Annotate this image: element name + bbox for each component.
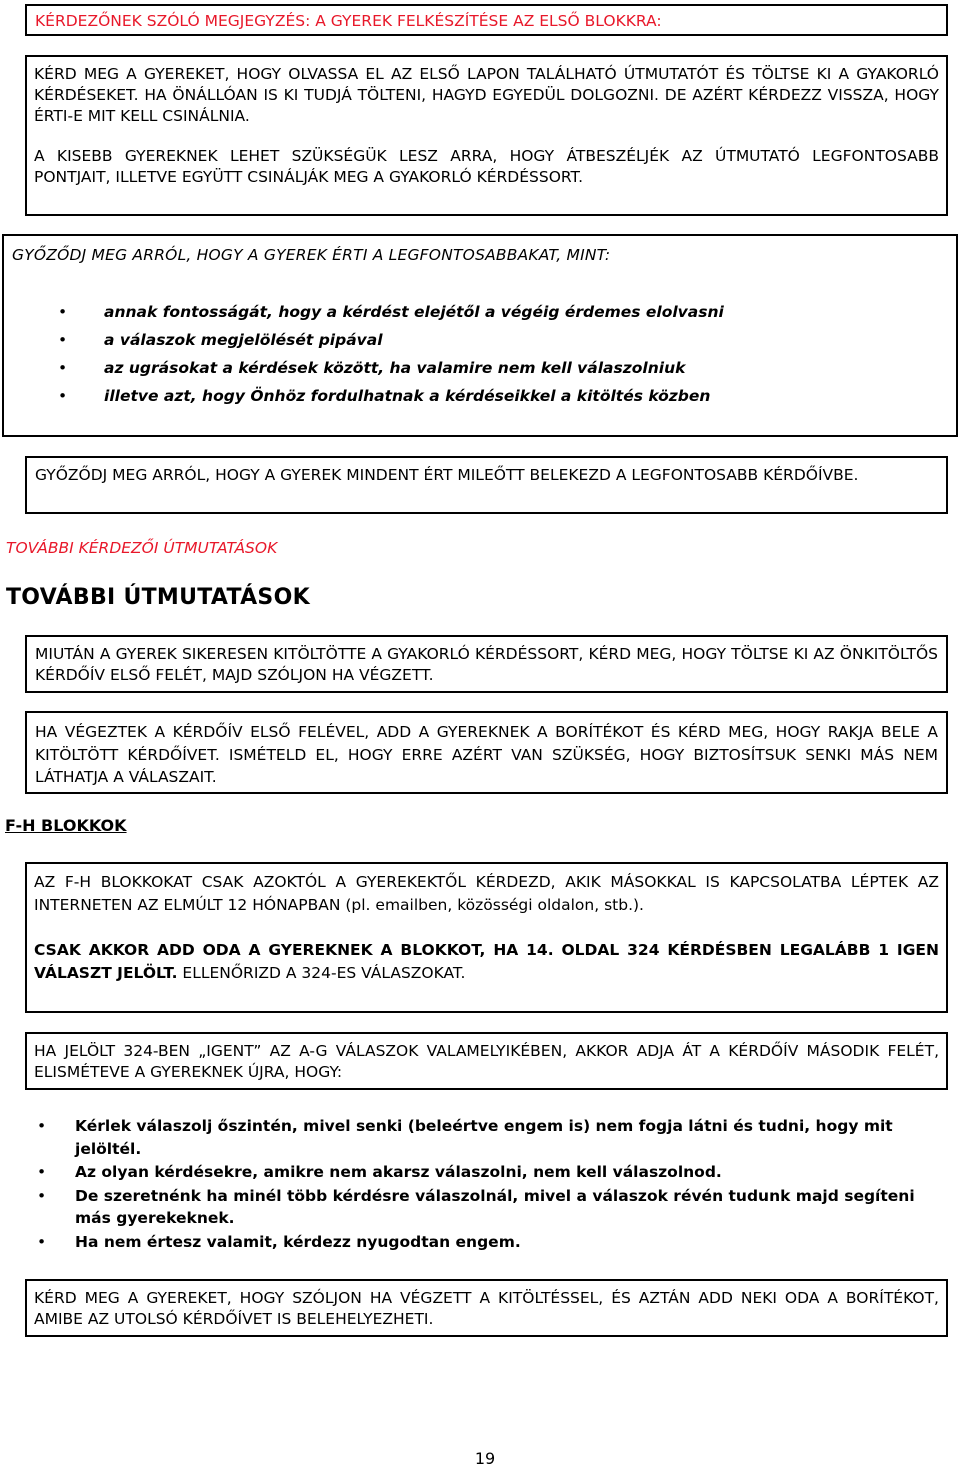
fh-blocks-heading: F-H BLOKKOK xyxy=(5,816,127,835)
intro-paragraph-1: KÉRD MEG A GYEREKET, HOGY OLVASSA EL AZ ELSŐ LAPON TALÁLHATÓ ÚTMUTATÓT ÉS TÖLTSE KI A GYAKORLÓ KÉRDÉSEKET. HA ÖNÁLLÓAN IS KI TUDJÁ TÖLTENI, HAGYD EGYEDÜL DOLGOZNI. DE AZÉRT KÉRDEZZ VISSZA, HOGY ÉRTI-E MIT KELL CSINÁLNIA. xyxy=(34,65,939,125)
fh-paragraph-1: AZ F-H BLOKKOKAT CSAK AZOKTÓL A GYEREKEKTŐL KÉRDEZD, AKIK MÁSOKKAL IS KAPCSOLATBA LÉPTEK AZ INTERNETEN AZ ELMÚLT 12 HÓNAPBAN (pl. emailben, közösségi oldalon, stb.). xyxy=(34,873,939,914)
self-fill-text: MIUTÁN A GYEREK SIKERESEN KITÖLTÖTTE A GYAKORLÓ KÉRDÉSSORT, KÉRD MEG, HOGY TÖLTSE KI AZ ÖNKITÖLTŐS KÉRDŐÍV ELSŐ FELÉT, MAJD SZÓLJON HA VÉGZETT. xyxy=(35,645,938,684)
self-fill-box xyxy=(25,635,948,693)
checklist-item: • annak fontosságát, hogy a kérdést elejétől a végéig érdemes elolvasni xyxy=(12,298,948,326)
final-instructions-box xyxy=(25,1279,948,1337)
understands-everything-text: GYŐZŐDJ MEG ARRÓL, HOGY A GYEREK MINDENT ÉRT MILEŐTT BELEKEZD A LEGFONTOSABB KÉRDŐÍVBE. xyxy=(35,466,859,484)
envelope-box xyxy=(25,711,948,794)
fh-paragraph-2 xyxy=(34,939,939,984)
interviewer-note-box xyxy=(25,4,948,36)
understands-everything-box xyxy=(25,456,948,514)
further-instructions-heading: TOVÁBBI ÚTMUTATÁSOK xyxy=(6,585,310,610)
checklist-item: • a válaszok megjelölését pipával xyxy=(12,326,948,354)
understanding-checklist-box xyxy=(2,234,958,437)
interviewer-note-title: KÉRDEZŐNEK SZÓLÓ MEGJEGYZÉS: A GYEREK FELKÉSZÍTÉSE AZ ELSŐ BLOKKRA: xyxy=(35,12,662,30)
bullet-icon: • xyxy=(37,1232,47,1251)
reminder-item: • Az olyan kérdésekre, amikre nem akarsz válaszolni, nem kell válaszolnod. xyxy=(0,1161,955,1184)
yes-answers-text: HA JELÖLT 324-BEN „IGENT” AZ A-G VÁLASZOK VALAMELYIKÉBEN, AKKOR ADJA ÁT A KÉRDŐÍV MÁSODIK FELÉT, ELISMÉTEVE A GYEREKNEK ÚJRA, HOGY: xyxy=(34,1042,939,1081)
reminder-list xyxy=(0,1115,955,1253)
intro-paragraph-2: A KISEBB GYEREKNEK LEHET SZÜKSÉGÜK LESZ ARRA, HOGY ÁTBESZÉLJÉK AZ ÚTMUTATÓ LEGFONTOSABB PONTJAIT, ILLETVE EGYÜTT CSINÁLJÁK MEG A GYAKORLÓ KÉRDÉSSORT. xyxy=(34,147,939,186)
checklist-list xyxy=(12,298,948,410)
fh-condition-bold: CSAK AKKOR ADD ODA A GYEREKNEK A BLOKKOT, HA 14. OLDAL 324 KÉRDÉSBEN LEGALÁBB 1 IGEN VÁLASZT JELÖLT. xyxy=(34,941,939,982)
fh-check-text: ELLENŐRIZD A 324-ES VÁLASZOKAT. xyxy=(177,963,466,982)
yes-answers-box xyxy=(25,1032,948,1090)
final-instructions-text: KÉRD MEG A GYEREKET, HOGY SZÓLJON HA VÉGZETT A KITÖLTÉSSEL, ÉS AZTÁN ADD NEKI ODA A BORÍTÉKOT, AMIBE AZ UTOLSÓ KÉRDŐÍVET IS BELEHELYEZHETI. xyxy=(34,1289,939,1328)
reminder-item: • De szeretnénk ha minél több kérdésre válaszolnál, mivel a válaszok révén tudunk majd segíteni más gyerekeknek. xyxy=(37,1186,915,1227)
bullet-icon: • xyxy=(58,359,68,377)
page-number: 19 xyxy=(474,1449,496,1468)
bullet-icon: • xyxy=(58,387,68,405)
bullet-icon: • xyxy=(37,1186,47,1205)
further-interviewer-instructions-heading: TOVÁBBI KÉRDEZŐI ÚTMUTATÁSOK xyxy=(6,539,278,557)
bullet-icon: • xyxy=(37,1117,47,1135)
reminder-item: • Ha nem értesz valamit, kérdezz nyugodtan engem. xyxy=(0,1231,955,1254)
bullet-icon: • xyxy=(37,1163,47,1181)
checklist-heading: GYŐZŐDJ MEG ARRÓL, HOGY A GYEREK ÉRTI A LEGFONTOSABBAKAT, MINT: xyxy=(12,246,611,264)
checklist-item: • illetve azt, hogy Önhöz fordulhatnak a kérdéseikkel a kitöltés közben xyxy=(12,382,948,410)
intro-instructions-box xyxy=(25,55,948,216)
bullet-icon: • xyxy=(58,303,68,321)
bullet-icon: • xyxy=(58,331,68,349)
envelope-text: HA VÉGEZTEK A KÉRDŐÍV ELSŐ FELÉVEL, ADD A GYEREKNEK A BORÍTÉKOT ÉS KÉRD MEG, HOGY RAKJA BELE A KITÖLTÖTT KÉRDŐÍVET. ISMÉTELD EL, HOGY ERRE AZÉRT VAN SZÜKSÉG, HOGY BIZTOSÍTSUK SENKI MÁS NEM LÁTHATJA A VÁLASZAIT. xyxy=(35,723,938,786)
fh-blocks-box xyxy=(25,862,948,1013)
reminder-item: • Kérlek válaszolj őszintén, mivel senki (beleértve engem is) nem fogja látni és tudni, hogy mit jelöltél. xyxy=(37,1117,893,1158)
checklist-item: • az ugrásokat a kérdések között, ha valamire nem kell válaszolniuk xyxy=(12,354,948,382)
